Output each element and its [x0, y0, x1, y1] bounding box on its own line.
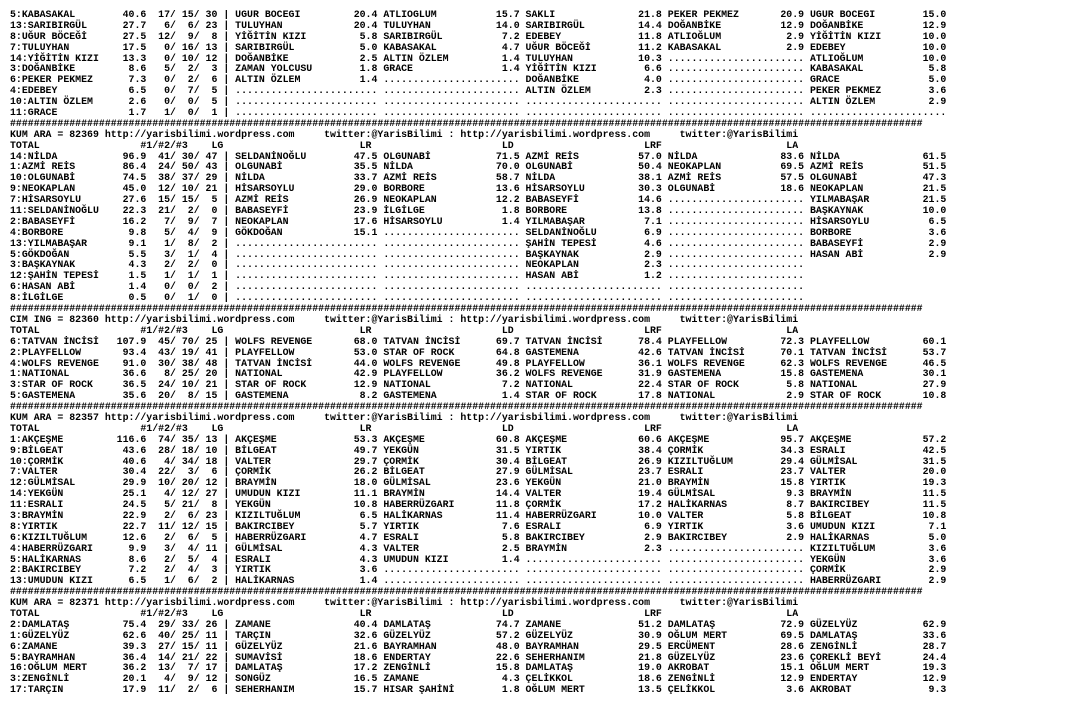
text-line: 10:ALTIN ÖZLEM 2.6 0/ 0/ 5 | ........................ ....................... ....................... ....................... ALTIN ÖZLEM 2.9 [10, 96, 947, 108]
text-line: KUM ARA = 82369 http://yarisbilimi.wordpress.com twitter:@YarisBilimi : http://yarisbilimi.wordpress.com twitter:@YarisBilimi [10, 128, 799, 140]
text-line: KUM ARA = 82357 http://yarisbilimi.wordpress.com twitter:@YarisBilimi : http://yarisbilimi.wordpress.com twitter:@YarisBilimi [10, 411, 799, 423]
text-line: 3:STAR OF ROCK 36.5 24/ 10/ 21 | STAR OF ROCK 12.9 NATIONAL 7.2 NATIONAL 22.4 STAR OF ROCK 5.8 NATIONAL 27.9 [10, 379, 947, 391]
text-line: 6:HASAN ABİ 1.4 0/ 0/ 2 | ........................ ....................... ....................... ....................... [10, 281, 805, 293]
text-line: ########################################################################################################################################################## [10, 586, 923, 598]
text-line: 3:ZENGİNLİ 20.1 4/ 9/ 12 | SONGÜZ 16.5 ZAMANE 4.3 ÇELİKKOL 18.6 ZENGİNLİ 12.9 ENDERTAY 12.9 [10, 673, 947, 685]
text-line: 3:BAŞKAYNAK 4.3 2/ 2/ 0 | ........................ ....................... NEOKAPLAN 2.3 ....................... [10, 259, 805, 271]
text-line: 5:BAYRAMHAN 36.4 14/ 21/ 22 | SUMAVİSİ 18.6 ENDERTAY 22.6 SEHERHANIM 21.8 GÜZELYÜZ 23.6 ÇOREKLİ BEYİ 24.4 [10, 651, 947, 663]
text-line: KUM ARA = 82371 http://yarisbilimi.wordpress.com twitter:@YarisBilimi : http://yarisbilimi.wordpress.com twitter:@YarisBilimi [10, 597, 799, 609]
text-line: 13:UMUDUN KIZI 6.5 1/ 6/ 2 | HALİKARNAS 1.4 ....................... ....................... ....................... HABERRÜZGARI 2.9 [10, 575, 947, 587]
text-line: 1:AZMİ REİS 86.4 24/ 50/ 43 | OLGUNABİ 35.5 NİLDA 70.0 OLGUNABİ 50.4 NEOKAPLAN 69.5 AZMİ REİS 51.5 [10, 161, 947, 173]
text-line: 11:GRACE 1.7 1/ 0/ 1 | ........................ ....................... ....................... ....................... ....................... [10, 107, 947, 119]
text-line: 13:YILMABAŞAR 9.1 1/ 8/ 2 | ........................ ....................... ŞAHİN TEPESİ 4.6 ....................... BABASEYFİ 2.9 [10, 237, 947, 249]
text-line: 12:GÜLMİSAL 29.9 10/ 20/ 12 | BRAYMİN 18.0 GÜLMİSAL 23.6 YEKGÜN 21.0 BRAYMİN 15.8 YIRTIK 19.3 [10, 477, 947, 489]
text-line: 13:SARIBIRGÜL 27.7 6/ 6/ 23 | TULUYHAN 20.4 TULUYHAN 14.0 SARIBIRGÜL 14.4 DOĞANBİKE 12.9 DOĞANBİKE 12.9 [10, 19, 947, 31]
text-line: 14:YEKGÜN 25.1 4/ 12/ 27 | UMUDUN KIZI 11.1 BRAYMİN 14.4 VALTER 19.4 GÜLMİSAL 9.3 BRAYMİN 11.5 [10, 488, 947, 500]
text-line: 7:VALTER 30.4 22/ 3/ 6 | ÇORMİK 26.2 BİLGEAT 27.9 GÜLMİSAL 23.7 ESRALI 23.7 VALTER 20.0 [10, 466, 947, 478]
text-line: 3:DOĞANBİKE 8.6 5/ 2/ 3 | ZAMAN YOLCUSU 1.8 GRACE 1.4 YİĞİTİN KIZI 6.6 ....................... KABASAKAL 5.8 [10, 63, 947, 75]
text-line: 7:HİSARSOYLU 27.6 15/ 15/ 5 | AZMİ REİS 26.9 NEOKAPLAN 12.2 BABASEYFİ 14.6 ....................... YILMABAŞAR 21.5 [10, 194, 947, 206]
text-line: 8:YIRTIK 22.7 11/ 12/ 15 | BAKIRCIBEY 5.7 YIRTIK 7.6 ESRALI 6.9 YIRTIK 3.6 UMUDUN KIZI 7.1 [10, 520, 947, 532]
text-line: 2:BAKIRCIBEY 7.2 2/ 4/ 3 | YIRTIK 3.6 ....................... ....................... ....................... ÇORMİK 2.9 [10, 564, 947, 576]
text-line: ########################################################################################################################################################## [10, 303, 923, 315]
text-line: 6:ZAMANE 39.3 27/ 15/ 11 | GÜZELYÜZ 21.6 BAYRAMHAN 48.0 BAYRAMHAN 29.5 ERCÜMENT 28.6 ZENGİNLİ 28.7 [10, 640, 947, 652]
text-line: 8:İLGİLGE 0.5 0/ 1/ 0 | ........................ ....................... ....................... ....................... [10, 292, 805, 304]
text-line: 7:TULUYHAN 17.5 0/ 16/ 13 | SARIBIRGÜL 5.0 KABASAKAL 4.7 UĞUR BÖCEĞİ 11.2 KABASAKAL 2.9 EDEBEY 10.0 [10, 41, 947, 53]
text-line: 17:TARÇIN 17.9 11/ 2/ 6 | SEHERHANIM 15.7 HISAR ŞAHİNİ 1.8 OĞLUM MERT 13.5 ÇELİKKOL 3.6 AKROBAT 9.3 [10, 684, 947, 696]
text-line: CIM ING = 82360 http://yarisbilimi.wordpress.com twitter:@YarisBilimi : http://yarisbilimi.wordpress.com twitter:@YarisBilimi [10, 313, 799, 325]
text-line: 1:NATIONAL 36.6 8/ 25/ 20 | NATIONAL 42.9 PLAYFELLOW 36.2 WOLFS REVENGE 31.9 GASTEMENA 15.8 GASTEMENA 30.1 [10, 368, 947, 380]
text-line: 11:ESRALI 24.5 5/ 21/ 8 | YEKGÜN 10.8 HABERRÜZGARI 11.8 ÇORMİK 17.2 HALİKARNAS 8.7 BAKIRCIBEY 11.5 [10, 499, 947, 511]
text-line: 2:BABASEYFİ 16.2 7/ 9/ 7 | NEOKAPLAN 17.6 HİSARSOYLU 1.4 YILMABAŞAR 7.1 ....................... HİSARSOYLU 6.5 [10, 215, 947, 227]
race-statistics-sheet [10, 10, 1077, 716]
text-line: 2:PLAYFELLOW 93.4 43/ 19/ 41 | PLAYFELLOW 53.0 STAR OF ROCK 64.8 GASTEMENA 42.6 TATVAN İNCİSİ 70.1 TATVAN İNCİSİ 53.7 [10, 346, 947, 358]
text-line: TOTAL #1/#2/#3 LG LR LD LRF LA [10, 324, 799, 336]
text-line: 6:KIZILTUĞLUM 12.6 2/ 6/ 5 | HABERRÜZGARI 4.7 ESRALI 5.8 BAKIRCIBEY 2.9 BAKIRCIBEY 2.9 HALİKARNAS 5.0 [10, 531, 947, 543]
text-line: TOTAL #1/#2/#3 LG LR LD LRF LA [10, 422, 799, 434]
text-line: 5:KABASAKAL 40.6 17/ 15/ 30 | UĞUR BÖCEĞİ 20.4 ATLIOĞLUM 15.7 SAKLI 21.8 PEKER PEKMEZ 20.9 UĞUR BÖCEĞİ 15.0 [10, 10, 947, 20]
text-line: 16:OĞLUM MERT 36.2 13/ 7/ 17 | DAMLATAŞ 17.2 ZENGİNLİ 15.8 DAMLATAŞ 19.0 AKROBAT 15.1 OĞLUM MERT 19.3 [10, 662, 947, 674]
text-line: 5:GASTEMENA 35.6 20/ 8/ 15 | GASTEMENA 8.2 GASTEMENA 1.4 STAR OF ROCK 17.8 NATIONAL 2.9 STAR OF ROCK 10.8 [10, 390, 947, 402]
text-line: TOTAL #1/#2/#3 LG LR LD LRF LA [10, 139, 799, 151]
text-line: 4:WOLFS REVENGE 91.0 30/ 38/ 48 | TATVAN İNCİSİ 44.0 WOLFS REVENGE 49.8 PLAYFELLOW 36.1 WOLFS REVENGE 62.3 WOLFS REVENGE 46.5 [10, 357, 947, 369]
text-line: TOTAL #1/#2/#3 LG LR LD LRF LA [10, 607, 799, 619]
text-line: 8:UĞUR BÖCEĞİ 27.5 12/ 9/ 8 | YİĞİTİN KIZI 5.8 SARIBIRGÜL 7.2 EDEBEY 11.8 ATLIOĞLUM 2.9 YİĞİTİN KIZI 10.0 [10, 30, 947, 42]
text-line: 12:ŞAHİN TEPESİ 1.5 1/ 1/ 1 | ........................ ....................... HASAN ABİ 1.2 ....................... [10, 270, 805, 282]
text-line: ########################################################################################################################################################## [10, 401, 923, 413]
text-line: 10:OLGUNABİ 74.5 38/ 37/ 29 | NİLDA 33.7 AZMİ REİS 58.7 NİLDA 38.1 AZMİ REİS 57.5 OLGUNABİ 47.3 [10, 172, 947, 184]
text-line: 4:HABERRÜZGARI 9.9 3/ 4/ 11 | GÜLMİSAL 4.3 VALTER 2.5 BRAYMİN 2.3 ....................... KIZILTUĞLUM 3.6 [10, 542, 947, 554]
text-line: 11:SELDANİNOĞLU 22.3 21/ 2/ 0 | BABASEYFİ 23.9 İLGİLGE 1.8 BORBORE 13.8 ....................... BAŞKAYNAK 10.0 [10, 205, 947, 217]
text-line: 6:TATVAN İNCİSİ 107.9 45/ 70/ 25 | WOLFS REVENGE 68.0 TATVAN İNCİSİ 69.7 TATVAN İNCİSİ 78.4 PLAYFELLOW 72.3 PLAYFELLOW 60.1 [10, 335, 947, 347]
text-line: 3:BRAYMİN 22.9 2/ 6/ 23 | KIZILTUĞLUM 6.5 HALİKARNAS 11.4 HABERRÜZGARI 10.0 VALTER 5.8 BİLGEAT 10.8 [10, 509, 947, 521]
text-line: 14:NİLDA 96.9 41/ 30/ 47 | SELDANİNOĞLU 47.5 OLGUNABİ 71.5 AZMİ REİS 57.0 NİLDA 83.6 NİLDA 61.5 [10, 150, 947, 162]
text-line: 1:GÜZELYÜZ 62.6 40/ 25/ 11 | TARÇIN 32.6 GÜZELYÜZ 57.2 GÜZELYÜZ 30.9 OĞLUM MERT 69.5 DAMLATAŞ 33.6 [10, 629, 947, 641]
text-line: 4:EDEBEY 6.5 0/ 7/ 5 | ........................ ....................... ALTIN ÖZLEM 2.3 ....................... PEKER PEKMEZ 3.6 [10, 85, 947, 97]
text-line: ########################################################################################################################################################## [10, 117, 923, 129]
text-line: 2:DAMLATAŞ 75.4 29/ 33/ 26 | ZAMANE 40.4 DAMLATAŞ 74.7 ZAMANE 51.2 DAMLATAŞ 72.9 GÜZELYÜZ 62.9 [10, 618, 947, 630]
text-line: 10:ÇORMİK 40.6 4/ 34/ 18 | VALTER 29.7 ÇORMİK 30.4 BİLGEAT 26.9 KIZILTUĞLUM 29.4 GÜLMİSAL 31.5 [10, 455, 947, 467]
text-line: 6:PEKER PEKMEZ 7.3 0/ 2/ 6 | ALTIN ÖZLEM 1.4 ....................... DOĞANBİKE 4.0 ....................... GRACE 5.0 [10, 74, 947, 86]
text-line: 9:BİLGEAT 43.6 28/ 18/ 10 | BİLGEAT 49.7 YEKGÜN 31.5 YIRTIK 38.4 ÇORMİK 34.3 ESRALI 42.5 [10, 444, 947, 456]
text-line: 9:NEOKAPLAN 45.0 12/ 10/ 21 | HİSARSOYLU 29.0 BORBORE 13.6 HİSARSOYLU 30.3 OLGUNABİ 18.6 NEOKAPLAN 21.5 [10, 183, 947, 195]
text-line: 5:HALİKARNAS 8.6 2/ 5/ 4 | ESRALI 4.3 UMUDUN KIZI 1.4 ....................... ....................... YEKGÜN 3.6 [10, 553, 947, 565]
text-line: 5:GÖKDOĞAN 5.5 3/ 1/ 4 | ........................ ....................... BAŞKAYNAK 2.9 ....................... HASAN ABİ 2.9 [10, 248, 947, 260]
text-line: 14:YİĞİTİN KIZI 13.3 0/ 10/ 12 | DOĞANBİKE 2.5 ALTIN ÖZLEM 1.4 TULUYHAN 10.3 ....................... ATLIOĞLUM 10.0 [10, 52, 947, 64]
text-line: 4:BORBORE 9.8 5/ 4/ 9 | GÖKDOĞAN 15.1 ....................... SELDANİNOĞLU 6.9 ....................... BORBORE 3.6 [10, 226, 947, 238]
text-line: 1:AKÇEŞME 116.6 74/ 35/ 13 | AKÇEŞME 53.3 AKÇEŞME 60.8 AKÇEŞME 60.6 AKÇEŞME 95.7 AKÇEŞME 57.2 [10, 433, 947, 445]
